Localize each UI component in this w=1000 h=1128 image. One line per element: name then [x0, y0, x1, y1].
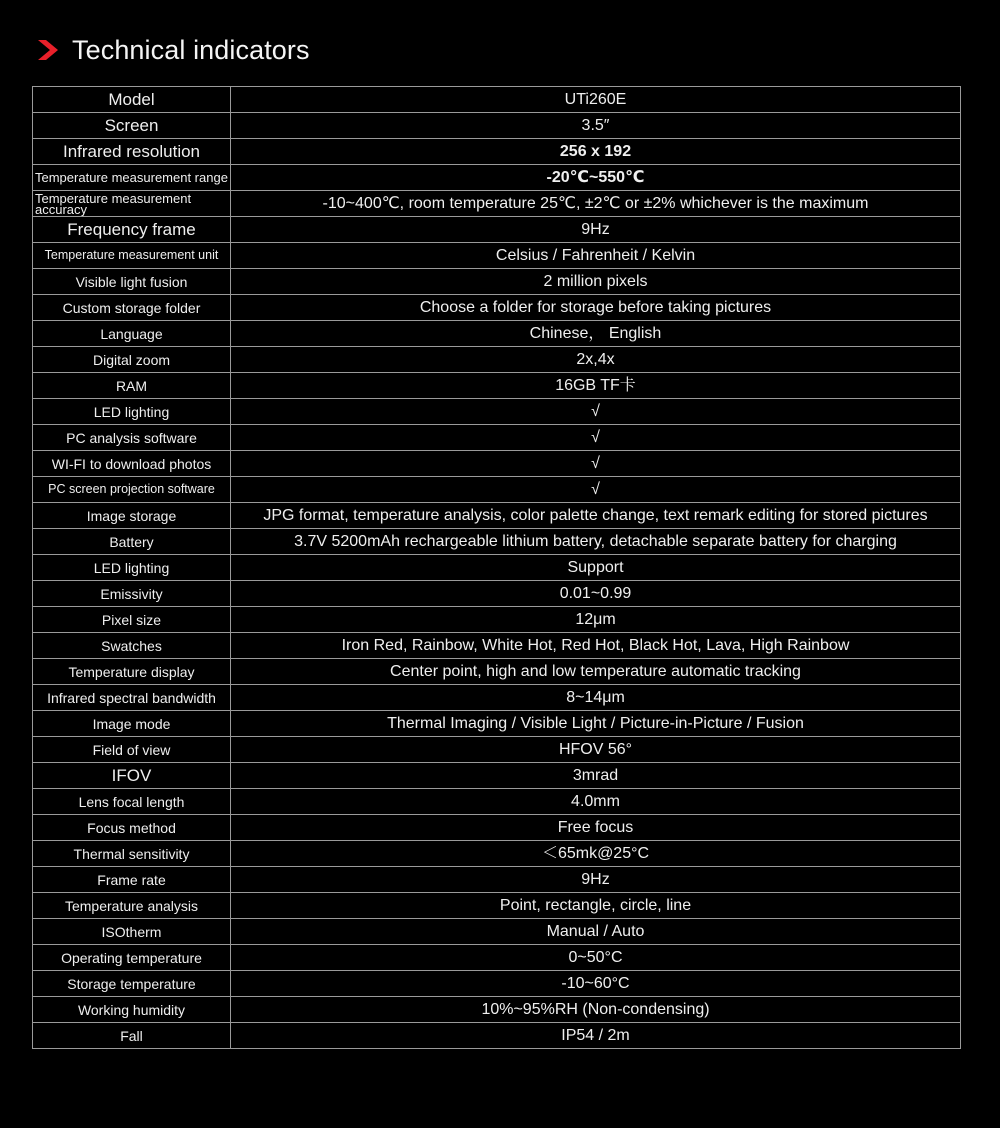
spec-value: Support: [231, 555, 961, 581]
spec-value: 0.01~0.99: [231, 581, 961, 607]
spec-value: UTi260E: [231, 87, 961, 113]
table-row: [33, 971, 961, 997]
table-row: [33, 633, 961, 659]
spec-label: ISOtherm: [33, 919, 231, 945]
table-row: [33, 841, 961, 867]
spec-value: 3mrad: [231, 763, 961, 789]
chevron-right-icon: [36, 38, 60, 62]
spec-label: Temperature measurement accuracy: [33, 191, 231, 217]
spec-value: 16GB TF卡: [231, 373, 961, 399]
spec-label: Battery: [33, 529, 231, 555]
spec-label: Screen: [33, 113, 231, 139]
spec-label: Field of view: [33, 737, 231, 763]
table-row: [33, 815, 961, 841]
table-row: [33, 867, 961, 893]
spec-value: 12μm: [231, 607, 961, 633]
table-row: [33, 789, 961, 815]
spec-label: LED lighting: [33, 555, 231, 581]
table-row: [33, 945, 961, 971]
spec-label: Temperature display: [33, 659, 231, 685]
spec-label: Custom storage folder: [33, 295, 231, 321]
spec-label: Infrared spectral bandwidth: [33, 685, 231, 711]
spec-value: Chinese， English: [231, 321, 961, 347]
table-row: [33, 399, 961, 425]
table-row: [33, 269, 961, 295]
spec-label: Temperature analysis: [33, 893, 231, 919]
table-row: [33, 711, 961, 737]
spec-label: Language: [33, 321, 231, 347]
section-header: [36, 30, 310, 70]
spec-label: Infrared resolution: [33, 139, 231, 165]
table-row: [33, 243, 961, 269]
table-row: [33, 113, 961, 139]
table-row: [33, 997, 961, 1023]
spec-label: LED lighting: [33, 399, 231, 425]
table-row: [33, 347, 961, 373]
spec-label: RAM: [33, 373, 231, 399]
spec-value: 2x,4x: [231, 347, 961, 373]
spec-table: [32, 86, 961, 1049]
spec-value: 3.5″: [231, 113, 961, 139]
spec-value: Thermal Imaging / Visible Light / Picture-in-Picture / Fusion: [231, 711, 961, 737]
check-mark: √: [231, 399, 961, 425]
spec-label: Model: [33, 87, 231, 113]
spec-value: ＜65mk@25°C: [231, 841, 961, 867]
spec-value: 256 x 192: [231, 139, 961, 165]
spec-value: Manual / Auto: [231, 919, 961, 945]
check-mark: √: [231, 477, 961, 503]
spec-label: Frame rate: [33, 867, 231, 893]
table-row: [33, 425, 961, 451]
table-row: [33, 555, 961, 581]
table-row: [33, 607, 961, 633]
spec-label: Visible light fusion: [33, 269, 231, 295]
spec-value: 4.0mm: [231, 789, 961, 815]
spec-value: 9Hz: [231, 217, 961, 243]
table-row: [33, 139, 961, 165]
table-row: [33, 529, 961, 555]
spec-value: 3.7V 5200mAh rechargeable lithium battery, detachable separate battery for charging: [231, 529, 961, 555]
spec-label: Emissivity: [33, 581, 231, 607]
table-row: [33, 373, 961, 399]
table-row: [33, 685, 961, 711]
spec-label: Fall: [33, 1023, 231, 1049]
spec-label: Temperature measurement range: [33, 165, 231, 191]
table-row: [33, 581, 961, 607]
spec-value: Choose a folder for storage before taking pictures: [231, 295, 961, 321]
spec-value: -10~400℃, room temperature 25℃, ±2℃ or ±2% whichever is the maximum: [231, 191, 961, 217]
spec-value: 9Hz: [231, 867, 961, 893]
table-row: [33, 321, 961, 347]
spec-label: Temperature measurement unit: [33, 243, 231, 269]
table-row: [33, 295, 961, 321]
table-row: [33, 919, 961, 945]
table-row: [33, 737, 961, 763]
spec-label: IFOV: [33, 763, 231, 789]
spec-label: Operating temperature: [33, 945, 231, 971]
spec-value: Free focus: [231, 815, 961, 841]
spec-label: Swatches: [33, 633, 231, 659]
table-row: [33, 763, 961, 789]
spec-label: Lens focal length: [33, 789, 231, 815]
spec-value: -20℃~550℃: [231, 165, 961, 191]
spec-label: Pixel size: [33, 607, 231, 633]
spec-value: Iron Red, Rainbow, White Hot, Red Hot, Black Hot, Lava, High Rainbow: [231, 633, 961, 659]
spec-label: Image mode: [33, 711, 231, 737]
spec-label: Focus method: [33, 815, 231, 841]
table-row: [33, 191, 961, 217]
spec-label: Image storage: [33, 503, 231, 529]
spec-label: Working humidity: [33, 997, 231, 1023]
spec-value: Celsius / Fahrenheit / Kelvin: [231, 243, 961, 269]
spec-label: WI-FI to download photos: [33, 451, 231, 477]
spec-value: 10%~95%RH (Non-condensing): [231, 997, 961, 1023]
spec-value: HFOV 56°: [231, 737, 961, 763]
spec-value: 0~50°C: [231, 945, 961, 971]
spec-label: Thermal sensitivity: [33, 841, 231, 867]
table-row: [33, 477, 961, 503]
table-row: [33, 87, 961, 113]
table-row: [33, 1023, 961, 1049]
spec-value: JPG format, temperature analysis, color palette change, text remark editing for stored pictures: [231, 503, 961, 529]
spec-label: Storage temperature: [33, 971, 231, 997]
spec-value: IP54 / 2m: [231, 1023, 961, 1049]
table-row: [33, 893, 961, 919]
spec-value: Center point, high and low temperature automatic tracking: [231, 659, 961, 685]
spec-value: Point, rectangle, circle, line: [231, 893, 961, 919]
check-mark: √: [231, 451, 961, 477]
table-row: [33, 165, 961, 191]
spec-label: PC analysis software: [33, 425, 231, 451]
table-row: [33, 659, 961, 685]
check-mark: √: [231, 425, 961, 451]
spec-value: 2 million pixels: [231, 269, 961, 295]
spec-label: Frequency frame: [33, 217, 231, 243]
table-row: [33, 451, 961, 477]
spec-value: 8~14μm: [231, 685, 961, 711]
page-title: Technical indicators: [72, 34, 310, 65]
spec-label: PC screen projection software: [33, 477, 231, 503]
table-row: [33, 503, 961, 529]
spec-value: -10~60°C: [231, 971, 961, 997]
spec-label: Digital zoom: [33, 347, 231, 373]
table-row: [33, 217, 961, 243]
